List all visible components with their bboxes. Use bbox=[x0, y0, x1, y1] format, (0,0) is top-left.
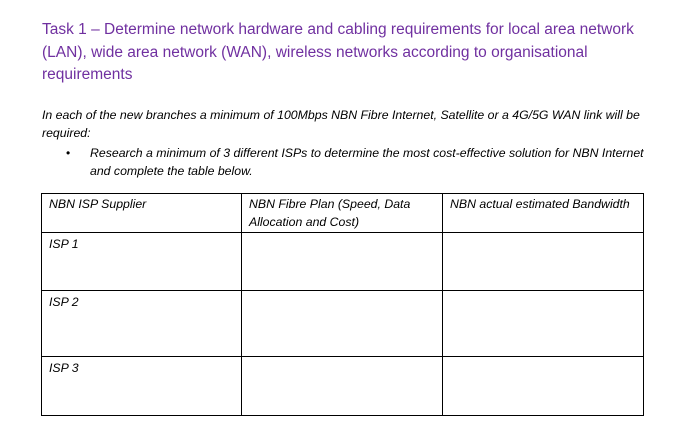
header-estimated-bandwidth: NBN actual estimated Bandwidth bbox=[443, 194, 644, 233]
bullet-icon: • bbox=[66, 146, 71, 160]
fibre-plan-cell[interactable] bbox=[242, 357, 443, 416]
header-isp-supplier: NBN ISP Supplier bbox=[42, 194, 242, 233]
table-row bbox=[42, 233, 644, 291]
fibre-plan-cell[interactable] bbox=[242, 233, 443, 291]
task-heading: Task 1 – Determine network hardware and cabling requirements for local area network (LAN), wide area network (WAN), wireless networks according to organisational requirements bbox=[42, 21, 634, 83]
isp-name-cell: ISP 1 bbox=[42, 233, 242, 291]
bandwidth-cell[interactable] bbox=[443, 357, 644, 416]
fibre-plan-cell[interactable] bbox=[242, 291, 443, 357]
isp-name-cell: ISP 2 bbox=[42, 291, 242, 357]
header-fibre-plan: NBN Fibre Plan (Speed, Data Allocation and Cost) bbox=[242, 194, 443, 233]
intro-paragraph: In each of the new branches a minimum of 100Mbps NBN Fibre Internet, Satellite or a 4G/5G WAN link will be required: bbox=[42, 108, 640, 140]
bandwidth-cell[interactable] bbox=[443, 291, 644, 357]
instruction-list bbox=[42, 144, 662, 180]
table-row bbox=[42, 357, 644, 416]
list-item-text: Research a minimum of 3 different ISPs to determine the most cost-effective solution for NBN Internet and complete the table below. bbox=[90, 146, 644, 178]
list-item bbox=[42, 144, 662, 180]
table-header-row bbox=[42, 194, 644, 233]
isp-name-cell: ISP 3 bbox=[42, 357, 242, 416]
table-row bbox=[42, 291, 644, 357]
isp-comparison-table bbox=[41, 193, 644, 416]
bandwidth-cell[interactable] bbox=[443, 233, 644, 291]
